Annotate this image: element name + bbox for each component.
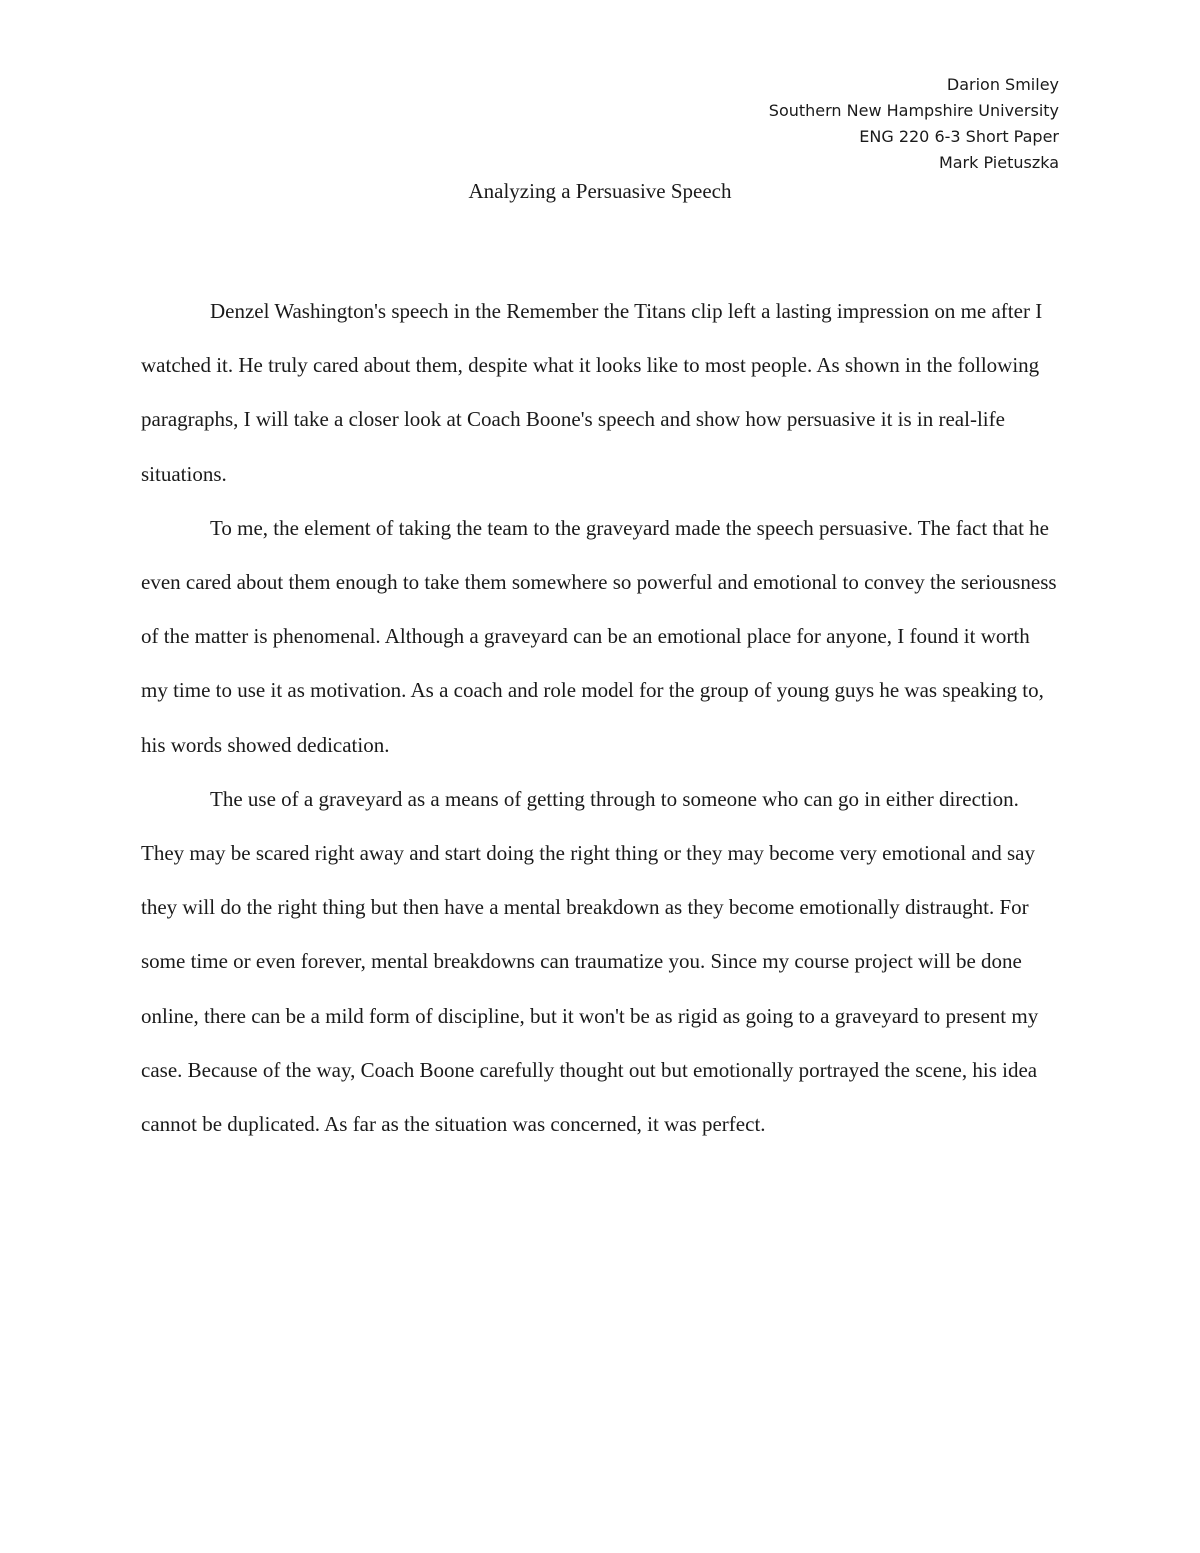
paragraph-2: To me, the element of taking the team to the graveyard made the speech persuasive. The fact that he even cared about them enough to take them somewhere so powerful and emotional to convey the seriousness of the matter is phenomenal. Although a graveyard can be an emotional place for anyone, I found it worth my time to use it as motivation. As a coach and role model for the group of young guys he was speaking to, his words showed dedication. xyxy=(141,515,1057,757)
header-block xyxy=(769,72,1059,176)
paragraph-3: The use of a graveyard as a means of getting through to someone who can go in either direction. They may be scared right away and start doing the right thing or they may become very emotional and say they will do the right thing but then have a mental breakdown as they become emotionally distraught. For some time or even forever, mental breakdowns can traumatize you. Since my course project will be done online, there can be a mild form of discipline, but it won't be as rigid as going to a graveyard to present my case. Because of the way, Coach Boone carefully thought out but emotionally portrayed the scene, his idea cannot be duplicated. As far as the situation was concerned, it was perfect. xyxy=(141,786,1039,1137)
instructor-name: Mark Pietuszka xyxy=(938,153,1059,172)
author-name: Darion Smiley xyxy=(946,75,1059,94)
institution-name: Southern New Hampshire University xyxy=(768,101,1059,120)
course-name: ENG 220 6-3 Short Paper xyxy=(859,127,1059,146)
paper-title: Analyzing a Persuasive Speech xyxy=(468,179,732,203)
paragraph-1: Denzel Washington's speech in the Remember the Titans clip left a lasting impression on me after I watched it. He truly cared about them, despite what it looks like to most people. As shown in the following paragraphs, I will take a closer look at Coach Boone's speech and show how persuasive it is in real-life situations. xyxy=(141,299,1043,486)
paper-body xyxy=(141,284,1059,1151)
